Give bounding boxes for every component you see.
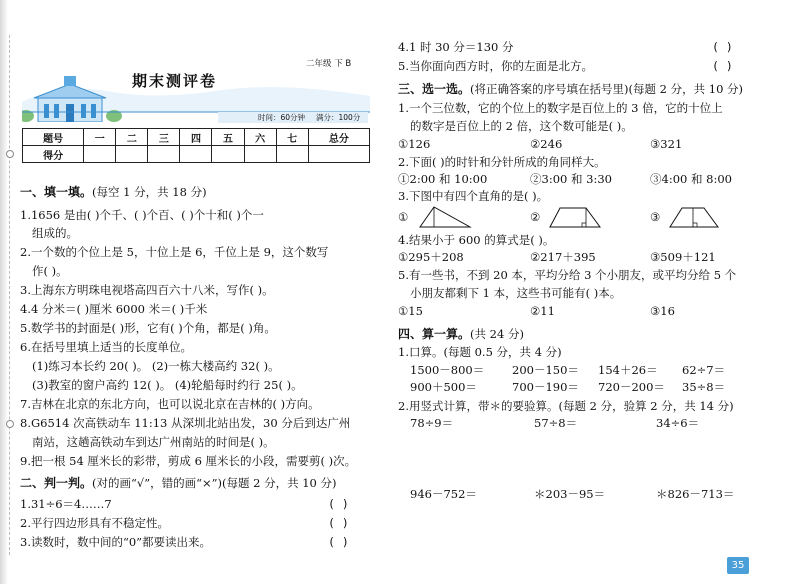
option[interactable]: ②11 — [530, 304, 555, 318]
question-line: 的数字是百位上的 2 倍，这个数可能是( )。 — [410, 119, 633, 133]
section-heading — [20, 183, 207, 200]
option[interactable]: ② — [530, 210, 541, 224]
question-line: 南站，这趟高铁动车到达广州南站的时间是( )。 — [32, 435, 275, 449]
triangle-shape — [414, 205, 474, 229]
section-title: 二、判一判。 — [20, 476, 93, 490]
table-cell: 一 — [84, 129, 116, 146]
option[interactable]: ②246 — [530, 137, 563, 151]
section-title: 三、选一选。 — [398, 82, 471, 96]
oral-item: 1500－800＝ — [410, 363, 485, 377]
oral-item: 700－190＝ — [512, 380, 579, 394]
option[interactable]: ③ — [650, 210, 661, 224]
section-heading — [398, 80, 743, 97]
score-table-row — [23, 146, 370, 163]
question-line: 小朋友都剩下 1 本，这些书可能有( )本。 — [410, 286, 622, 300]
question-line: 9.把一根 54 厘米长的彩带，剪成 6 厘米长的小段，需要剪( )次。 — [20, 454, 357, 468]
option[interactable]: ①126 — [398, 137, 431, 151]
score-input-cell[interactable] — [212, 146, 244, 163]
section-note: (将正确答案的序号填在括号里)(每题 2 分，共 10 分) — [470, 82, 744, 96]
option[interactable]: ②3:00 和 3:30 — [530, 172, 612, 186]
score-table — [22, 128, 370, 163]
question-line: 5.数学书的封面是( )形，它有( )个角，都是( )角。 — [20, 321, 276, 335]
binding-line — [3, 35, 10, 555]
question-line: 1.一个三位数，它的个位上的数字是百位上的 3 倍，它的十位上 — [398, 101, 723, 115]
score-input-cell[interactable] — [84, 146, 116, 163]
question-line: 4.结果小于 600 的算式是( )。 — [398, 233, 555, 247]
table-cell: 总分 — [308, 129, 369, 146]
table-cell: 得分 — [23, 146, 84, 163]
table-cell: 题号 — [23, 129, 84, 146]
question-line: 2.平行四边形具有不稳定性。 — [20, 516, 169, 530]
trapezoid-shape — [546, 205, 606, 229]
oral-item: 200－150＝ — [512, 363, 579, 377]
option[interactable]: ③509＋121 — [650, 250, 716, 264]
score-input-cell[interactable] — [276, 146, 308, 163]
answer-paren[interactable]: ( ) — [328, 516, 349, 530]
option[interactable]: ①2:00 和 10:00 — [398, 172, 488, 186]
table-cell: 二 — [116, 129, 148, 146]
subquestion-title: 2.用竖式计算，带＊的要验算。(每题 2 分，验算 2 分，共 14 分) — [398, 399, 734, 413]
page-number: 35 — [727, 557, 749, 574]
option[interactable]: ③4:00 和 8:00 — [650, 172, 732, 186]
score-input-cell[interactable] — [180, 146, 212, 163]
question-line: 3.读数时，数中间的“0”都要读出来。 — [20, 535, 212, 549]
question-line: 2.下面( )的时针和分针所成的角同样大。 — [398, 155, 606, 169]
option[interactable]: ① — [398, 210, 409, 224]
table-cell: 七 — [276, 129, 308, 146]
vertical-item: ＊203－95＝ — [534, 487, 606, 501]
question-line: 3.下图中有四个直角的是( )。 — [398, 189, 549, 203]
table-cell: 六 — [244, 129, 276, 146]
question-line: 5.当你面向西方时，你的左面是北方。 — [398, 59, 593, 73]
answer-paren[interactable]: ( ) — [712, 59, 733, 73]
answer-paren[interactable]: ( ) — [712, 40, 733, 54]
grade-label: 二年级 下 B — [306, 59, 352, 69]
question-line: (1)练习本长约 20( )。 (2)一栋大楼高约 32( )。 — [32, 359, 280, 373]
full-score-label: 满分：100分 — [316, 113, 361, 122]
option[interactable]: ③16 — [650, 304, 675, 318]
vertical-item: 57÷8＝ — [534, 416, 578, 430]
page-title: 期末测评卷 — [132, 72, 218, 90]
table-cell: 三 — [148, 129, 180, 146]
section-title: 一、填一填。 — [20, 185, 93, 199]
question-line: 7.吉林在北京的东北方向，也可以说北京在吉林的( )方向。 — [20, 397, 320, 411]
question-line: 1.31÷6＝4……7 — [20, 497, 112, 511]
question-line: 6.在括号里填上适当的长度单位。 — [20, 340, 192, 354]
question-line: 5.有一些书，不到 20 本，平均分给 3 个小朋友，或平均分给 5 个 — [398, 268, 737, 282]
table-cell: 四 — [180, 129, 212, 146]
vertical-item: 78÷9＝ — [410, 416, 454, 430]
vertical-item: 946－752＝ — [410, 487, 477, 501]
question-line: 8.G6514 次高铁动车 11:13 从深圳北站出发，30 分后到达广州 — [20, 416, 351, 430]
section-heading — [398, 325, 524, 342]
oral-item: 62÷7＝ — [682, 363, 726, 377]
option[interactable]: ②217＋395 — [530, 250, 596, 264]
oral-item: 900＋500＝ — [410, 380, 477, 394]
oral-item: 154＋26＝ — [598, 363, 658, 377]
question-line: 4.1 时 30 分＝130 分 — [398, 40, 514, 54]
score-input-cell[interactable] — [244, 146, 276, 163]
question-line: 作( )。 — [32, 264, 68, 278]
score-table-header — [23, 129, 370, 146]
question-line: 1.1656 是由( )个千、( )个百、( )个十和( )个一 — [20, 208, 264, 222]
subquestion-title: 1.口算。(每题 0.5 分，共 4 分) — [398, 345, 562, 359]
option[interactable]: ③321 — [650, 137, 683, 151]
oral-item: 35÷8＝ — [682, 380, 726, 394]
score-input-cell[interactable] — [116, 146, 148, 163]
question-line: 4.4 分米＝( )厘米 6000 米＝( )千米 — [20, 302, 208, 316]
score-input-cell[interactable] — [148, 146, 180, 163]
question-line: (3)教室的窗户高约 12( )。 (4)轮船每时约行 25( )。 — [32, 378, 303, 392]
question-line: 组成的。 — [32, 226, 78, 240]
time-score-bar — [218, 112, 368, 123]
time-label: 时间：60分钟 — [258, 113, 306, 122]
section-note: (共 24 分) — [470, 327, 524, 341]
option[interactable]: ①295＋208 — [398, 250, 464, 264]
score-input-cell[interactable] — [308, 146, 369, 163]
vertical-item: ＊826－713＝ — [656, 487, 735, 501]
section-heading — [20, 474, 337, 491]
oral-item: 720－200＝ — [598, 380, 665, 394]
option[interactable]: ①15 — [398, 304, 423, 318]
binding-hole — [6, 420, 14, 428]
binding-hole — [6, 150, 14, 158]
trapezoid-shape — [666, 205, 726, 229]
section-title: 四、算一算。 — [398, 327, 471, 341]
answer-paren[interactable]: ( ) — [328, 535, 349, 549]
question-line: 2.一个数的个位上是 5，十位上是 6，千位上是 9，这个数写 — [20, 245, 329, 259]
section-note: (每空 1 分，共 18 分) — [92, 185, 207, 199]
table-cell: 五 — [212, 129, 244, 146]
section-note: (对的画“√”，错的画“×”)(每题 2 分，共 10 分) — [92, 476, 337, 490]
question-line: 3.上海东方明珠电视塔高四百六十八米，写作( )。 — [20, 283, 274, 297]
answer-paren[interactable]: ( ) — [328, 497, 349, 511]
vertical-item: 34÷6＝ — [656, 416, 700, 430]
